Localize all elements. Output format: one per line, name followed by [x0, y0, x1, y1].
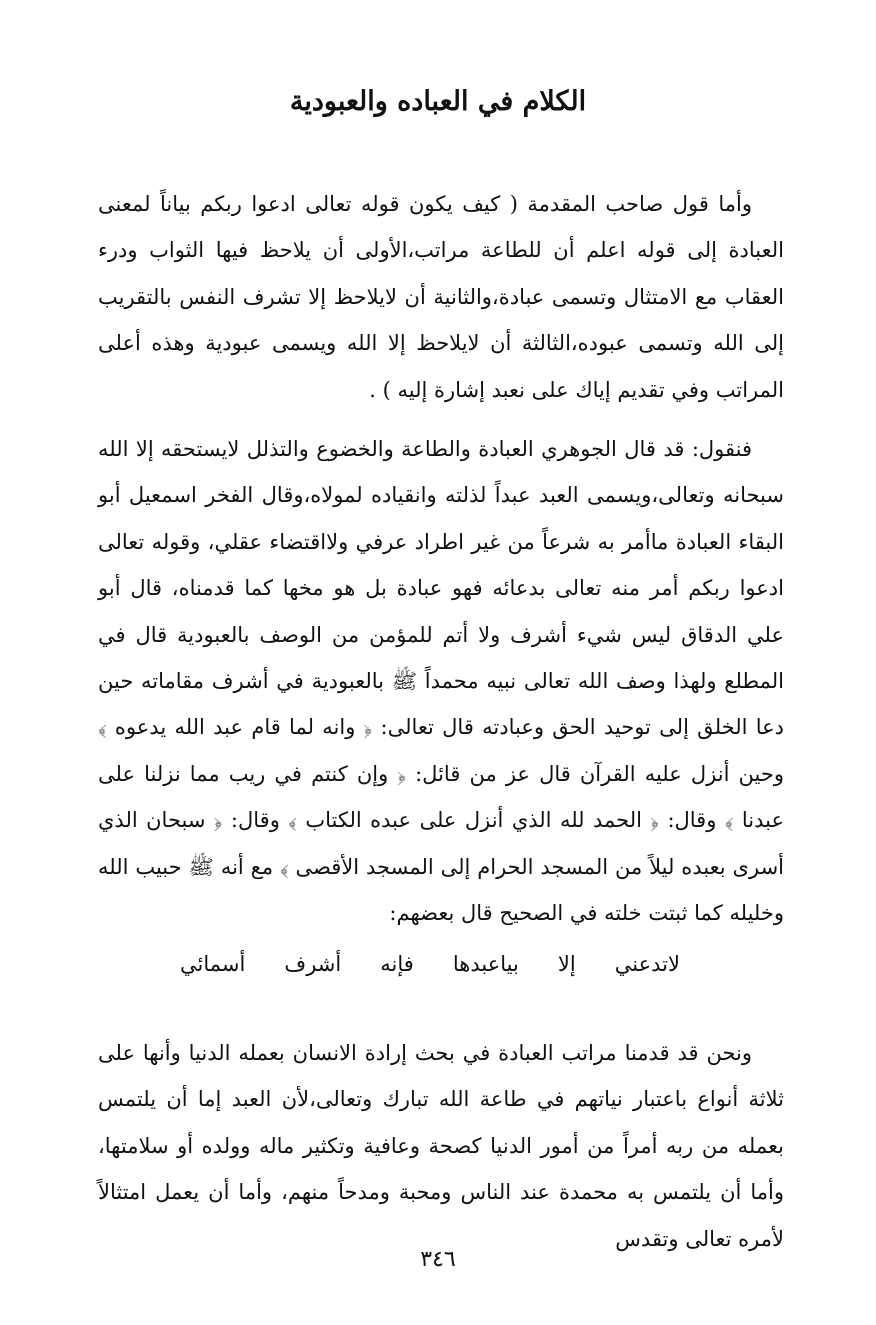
verse-word: إلا [557, 952, 576, 976]
page-title: الكلام في العباده والعبودية [289, 86, 587, 117]
paragraph-2 [98, 426, 784, 936]
verse-word: أشرف [284, 952, 342, 976]
poetry-verse [180, 944, 680, 984]
paragraph-3 [98, 1030, 784, 1262]
verse-word: فإنه [380, 952, 414, 976]
verse-word: بياعبدها [452, 952, 519, 976]
verse-word: أسمائي [180, 952, 246, 976]
verse-word: لاتدعني [614, 952, 680, 976]
paragraph-3-text: ونحن قد قدمنا مراتب العبادة في بحث إرادة الانسان بعمله الدنيا وأنها على ثلاثة أنواع باعتبار نياتهم في طاعة الله تبارك وتعالى،لأن العبد إما أن يلتمس بعمله من ربه أمراً من أمور الدنيا كصحة وعافية وتكثير ماله وولده أو سلامتها، وأما أن يلتمس به محمدة عند الناس ومحبة ومدحاً منهم، وأما أن يعمل امتثالاً لأمره تعالى وتقدس [98, 1041, 784, 1251]
page-number: ٣٤٦ [420, 1247, 456, 1272]
paragraph-1-text: وأما قول صاحب المقدمة ( كيف يكون قوله تعالى ادعوا ربكم بياناً لمعنى العبادة إلى قوله اعلم أن للطاعة مراتب،الأولى أن يلاحظ فيها الثواب ودرء العقاب مع الامتثال وتسمى عبادة،والثانية أن لايلاحظ إلا تشرف النفس بالتقريب إلى الله وتسمى عبوده،الثالثة أن لايلاحظ إلا الله ويسمى عبودية وهذه أعلى المراتب وفي تقديم إياك على نعبد إشارة إليه ) . [98, 192, 784, 402]
paragraph-1 [98, 181, 784, 413]
paragraph-2-text: فنقول: قد قال الجوهري العبادة والطاعة والخضوع والتذلل لايستحقه إلا الله سبحانه وتعالى،ويسمى العبد عبداً لذلته وانقياده لمولاه،وقال الفخر اسمعيل أبو البقاء العبادة ماأمر به شرعاً من غير اطراد عرفي ولااقتضاء عقلي، وقوله تعالى ادعوا ربكم أمر منه تعالى بدعائه فهو عبادة بل هو مخها كما قدمناه، قال أبو علي الدقاق ليس شيء أشرف ولا أتم للمؤمن من الوصف بالعبودية قال في المطلع ولهذا وصف الله تعالى نبيه محمداً ﷺ بالعبودية في أشرف مقاماته حين دعا الخلق إلى توحيد الحق وعبادته قال تعالى: ﴿ وانه لما قام عبد الله يدعوه ﴾ وحين أنزل عليه القرآن قال عز من قائل: ﴿ وإن كنتم في ريب مما نزلنا على عبدنا ﴾ وقال: ﴿ الحمد لله الذي أنزل على عبده الكتاب ﴾ وقال: ﴿ سبحان الذي أسرى بعبده ليلاً من المسجد الحرام إلى المسجد الأقصى ﴾ مع أنه ﷺ حبيب الله وخليله كما ثبتت خلته في الصحيح قال بعضهم: [98, 437, 784, 926]
